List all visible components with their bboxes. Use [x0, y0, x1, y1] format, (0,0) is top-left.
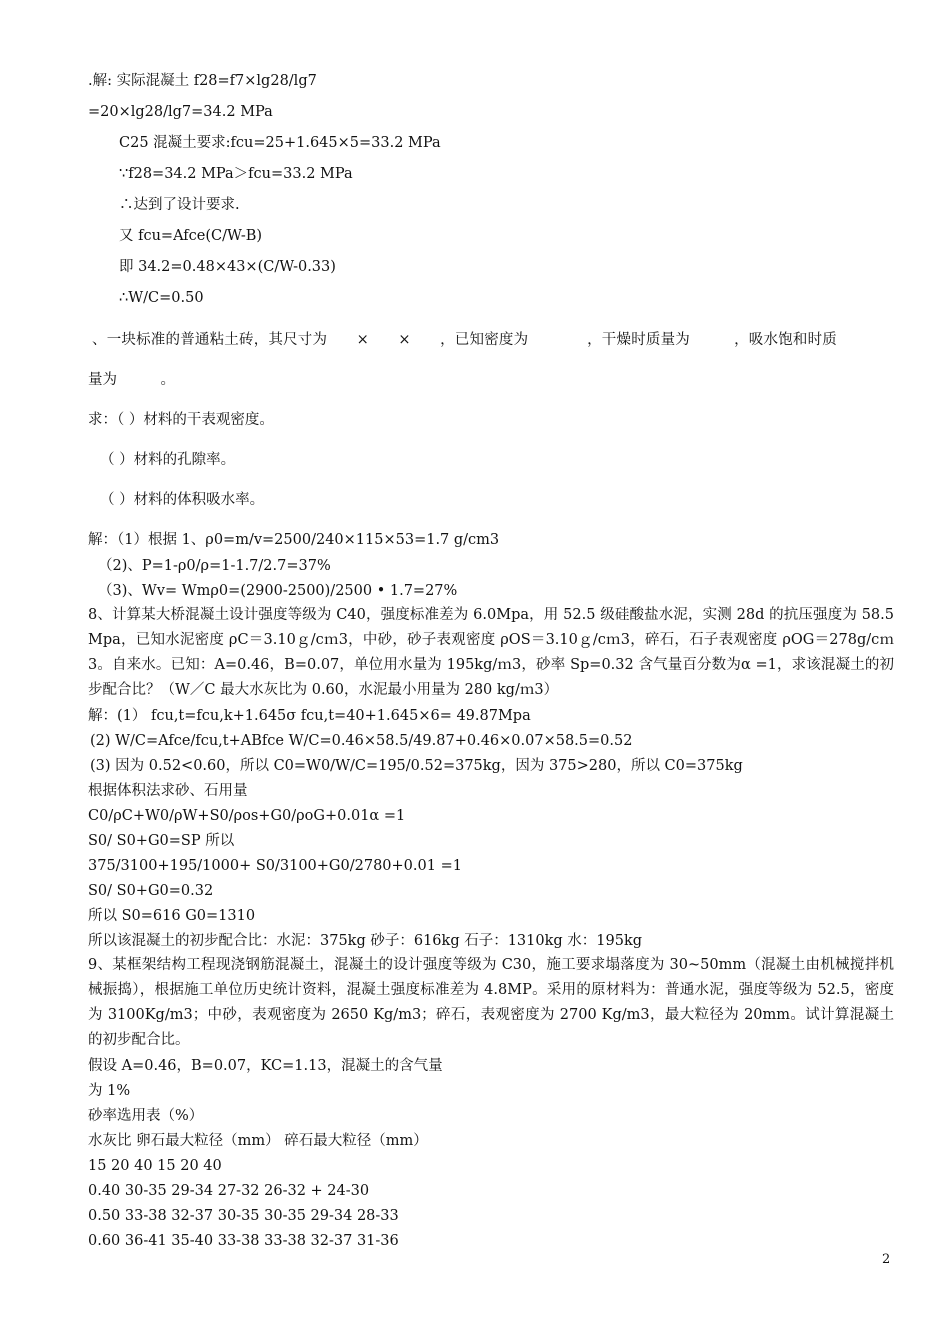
text-line: （ ）材料的孔隙率。 [100, 452, 236, 468]
text-line: （ ）材料的体积吸水率。 [100, 492, 265, 508]
text-line: 解：（1）根据 1、ρ0=m/v=2500/240×115×53=1.7 g/cm3 [88, 532, 500, 548]
text-line: (2) W/C=Afce/fcu,t+ABfce W/C=0.46×58.5/49.87+0.46×0.07×58.5=0.52 [90, 733, 633, 749]
text-line: ∴W/C=0.50 [119, 290, 204, 306]
text-line: （3)、Wv= Wmρ0=(2900-2500)/2500 • 1.7=27% [98, 583, 458, 599]
text-line: 解：(1） fcu,t=fcu,k+1.645σ fcu,t=40+1.645×6= 49.87Mpa [88, 708, 531, 724]
text-line: 所以该混凝土的初步配合比：水泥：375kg 砂子：616kg 石子：1310kg 水：195kg [88, 933, 643, 949]
text-line: C25 混凝土要求:fcu=25+1.645×5=33.2 MPa [119, 135, 441, 151]
text-line: S0/ S0+G0=SP 所以 [88, 833, 235, 849]
text-line: 水灰比 卵石最大粒径（mm） 碎石最大粒径（mm） [88, 1133, 428, 1149]
text-line: ∴达到了设计要求. [119, 197, 240, 213]
text-line: 量为 。 [88, 372, 175, 388]
text-line: 375/3100+195/1000+ S0/3100+G0/2780+0.01 =1 [88, 858, 462, 874]
text-line: (3) 因为 0.52<0.60，所以 C0=W0/W/C=195/0.52=375kg，因为 375>280，所以 C0=375kg [90, 758, 743, 774]
text-line: S0/ S0+G0=0.32 [88, 883, 214, 899]
text-line: 为 1% [88, 1083, 131, 1099]
text-line: 、一块标准的普通粘土砖，其尺寸为 × × ，已知密度为 ，干燥时质量为 ，吸水饱和时质 [92, 332, 837, 348]
text-line: 0.60 36-41 35-40 33-38 33-38 32-37 31-36 [88, 1233, 399, 1249]
text-line: 15 20 40 15 20 40 [88, 1158, 222, 1174]
text-line: 假设 A=0.46，B=0.07，KC=1.13，混凝土的含气量 [88, 1058, 443, 1074]
text-line: ∵f28=34.2 MPa＞fcu=33.2 MPa [119, 166, 353, 182]
problem-8-paragraph: 8、计算某大桥混凝土设计强度等级为 C40，强度标准差为 6.0Mpa，用 52.5 级硅酸盐水泥，实测 28d 的抗压强度为 58.5 Mpa，已知水泥密度 ρC＝3.10ｇ/cｍ3，中砂，砂子表观密度 ρOS＝3.10ｇ/cｍ3，碎石，石子表观密度 ρOG＝278g/cｍ3。自来水。已知：A=0.46，B=0.07，单位用水量为 195kg/ｍ3，砂率 Sp=0.32 含气量百分数为α =1，求该混凝土的初步配合比？（W／C 最大水灰比为 0.60，水泥最小用量为 280 kg/ｍ3） [88, 607, 894, 698]
text-line: 0.50 33-38 32-37 30-35 30-35 29-34 28-33 [88, 1208, 399, 1224]
text-line: 又 fcu=Afce(C/W-B) [119, 228, 263, 244]
text-line: 所以 S0=616 G0=1310 [88, 908, 256, 924]
text-line: 根据体积法求砂、石用量 [88, 783, 248, 799]
text-line: 即 34.2=0.48×43×(C/W-0.33) [119, 259, 336, 275]
text-line: （2)、P=1-ρ0/ρ=1-1.7/2.7=37% [98, 558, 331, 574]
page-number: 2 [882, 1252, 891, 1267]
text-line: 砂率选用表（%） [88, 1108, 204, 1124]
text-line: 求：（ ）材料的干表观密度。 [88, 412, 274, 428]
text-line: C0/ρC+W0/ρW+S0/ρos+G0/ρoG+0.01α =1 [88, 808, 406, 824]
text-line: =20×lg28/lg7=34.2 MPa [88, 104, 273, 120]
text-line: .解: 实际混凝土 f28=f7×lg28/lg7 [88, 73, 317, 89]
text-line: 0.40 30-35 29-34 27-32 26-32 + 24-30 [88, 1183, 370, 1199]
problem-9-paragraph: 9、某框架结构工程现浇钢筋混凝土，混凝土的设计强度等级为 C30，施工要求塌落度为 30~50mm（混凝土由机械搅拌机械振捣），根据施工单位历史统计资料，混凝土强度标准差为 4.8MP。采用的原材料为：普通水泥，强度等级为 52.5，密度为 3100Kg/m3；中砂，表观密度为 2650 Kg/m3；碎石，表观密度为 2700 Kg/m3，最大粒径为 20mm。试计算混凝土的初步配合比。 [88, 957, 894, 1048]
